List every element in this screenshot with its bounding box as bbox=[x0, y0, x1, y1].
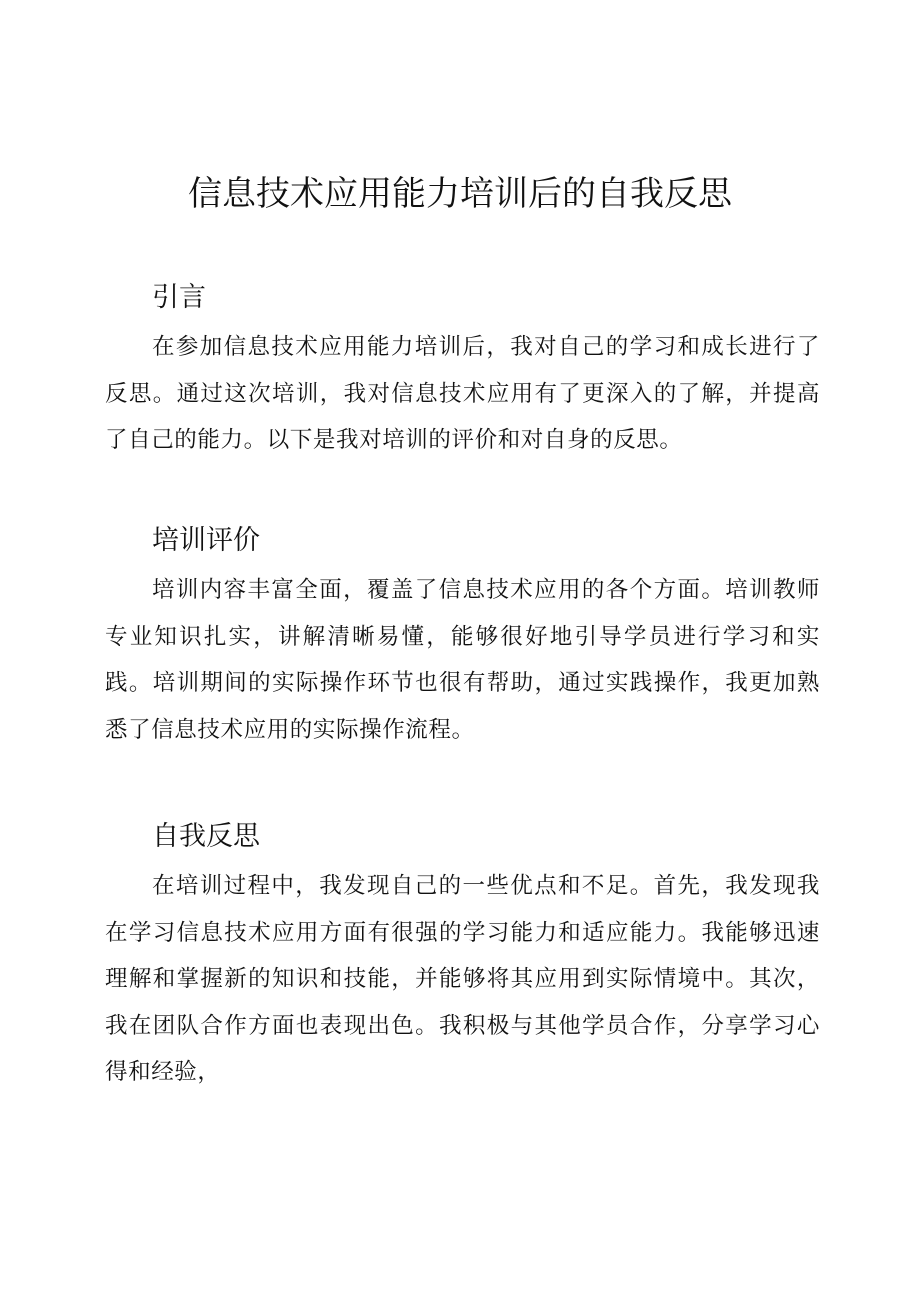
section-training-evaluation bbox=[105, 521, 820, 753]
section-body: 培训内容丰富全面，覆盖了信息技术应用的各个方面。培训教师专业知识扎实，讲解清晰易懂，能够很好地引导学员进行学习和实践。培训期间的实际操作环节也很有帮助，通过实践操作，我更加熟悉了信息技术应用的实际操作流程。 bbox=[105, 577, 820, 743]
section-heading: 引言 bbox=[152, 282, 206, 313]
document-title: 信息技术应用能力培训后的自我反思 bbox=[188, 174, 732, 214]
section-self-reflection bbox=[105, 817, 820, 1096]
section-heading: 培训评价 bbox=[152, 525, 260, 556]
section-body: 在参加信息技术应用能力培训后，我对自己的学习和成长进行了反思。通过这次培训，我对信息技术应用有了更深入的了解，并提高了自己的能力。以下是我对培训的评价和对自身的反思。 bbox=[105, 334, 820, 453]
section-body: 在培训过程中，我发现自己的一些优点和不足。首先，我发现我在学习信息技术应用方面有很强的学习能力和适应能力。我能够迅速理解和掌握新的知识和技能，并能够将其应用到实际情境中。其次，我在团队合作方面也表现出色。我积极与其他学员合作，分享学习心得和经验， bbox=[105, 873, 820, 1085]
section-heading: 自我反思 bbox=[152, 821, 260, 852]
section-introduction bbox=[105, 278, 820, 464]
